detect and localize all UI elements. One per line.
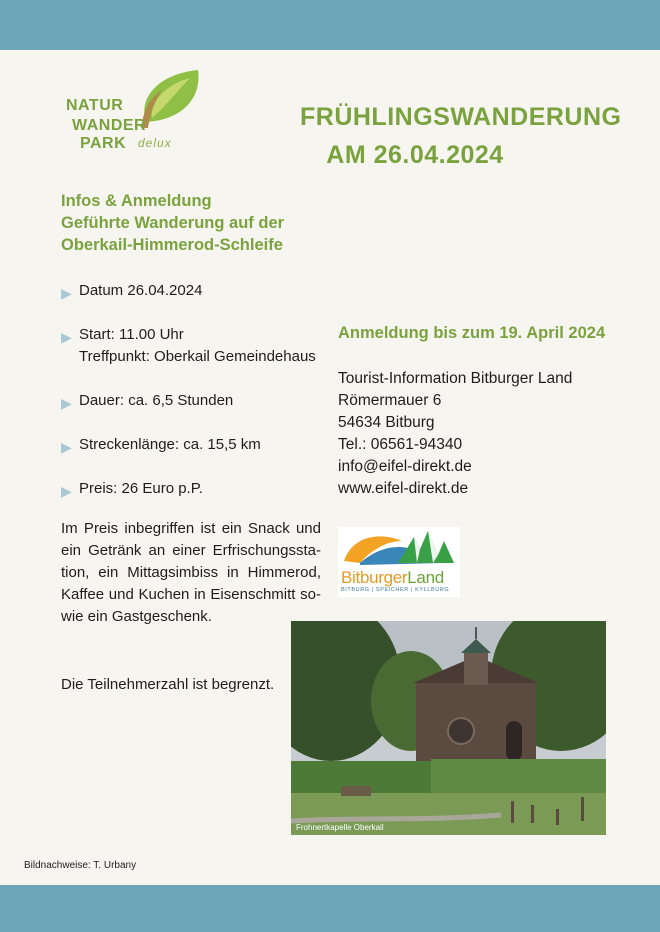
bullet-arrow-icon: ▶ <box>61 483 72 499</box>
contact-phone: Tel.: 06561-94340 <box>338 436 463 453</box>
fact-duration <box>61 390 351 412</box>
headline-line-2: AM 26.04.2024 <box>326 141 504 169</box>
fact-start-text: Start: 11.00 Uhr <box>79 326 184 343</box>
bullet-arrow-icon: ▶ <box>61 439 72 455</box>
logo-line-park: PARK <box>80 135 127 152</box>
bullet-arrow-icon: ▶ <box>61 285 72 301</box>
bullet-arrow-icon: ▶ <box>61 329 72 345</box>
bitburger-land-logo-icon <box>338 527 460 569</box>
info-title <box>61 190 341 256</box>
fact-duration-text: Dauer: ca. 6,5 Stunden <box>79 392 234 409</box>
fact-price-text: Preis: 26 Euro p.P. <box>79 480 203 497</box>
fact-price <box>61 478 351 500</box>
info-title-line-2: Geführte Wanderung auf der <box>61 214 285 232</box>
contact-org: Tourist-Information Bitburger Land <box>338 370 573 387</box>
fact-distance <box>61 434 351 456</box>
facts-list <box>61 280 351 522</box>
wordmark-part-2: Land <box>407 568 444 587</box>
chapel-photo-illustration <box>291 621 606 835</box>
logo-line-wander: WANDER <box>72 117 147 134</box>
fact-start <box>61 324 351 368</box>
fact-meeting-text: Treffpunkt: Oberkail Gemeindehaus <box>79 348 316 365</box>
info-title-line-1: Infos & Anmeldung <box>61 192 212 210</box>
leaf-logo-icon <box>138 68 204 130</box>
bullet-arrow-icon: ▶ <box>61 395 72 411</box>
chapel-photo <box>291 621 606 835</box>
photo-caption: Frohnertkapelle Oberkail <box>296 823 384 832</box>
bitburger-land-logo <box>338 527 460 597</box>
bitburger-land-wordmark <box>341 568 444 588</box>
contact-web-link[interactable]: www.eifel-direkt.de <box>338 480 469 497</box>
participant-limit-note: Die Teilnehmerzahl ist begrenzt. <box>61 676 275 693</box>
image-credits: Bildnachweise: T. Urbany <box>24 860 137 871</box>
bitburger-land-subline: BITBURG | SPEICHER | KYLLBURG <box>341 587 450 593</box>
top-color-band <box>0 0 660 50</box>
info-title-line-3: Oberkail-Himmerod-Schleife <box>61 236 283 254</box>
contact-block <box>338 368 572 500</box>
contact-email-link[interactable]: info@eifel-direkt.de <box>338 458 472 475</box>
price-description: Im Preis inbegriffen ist ein Snack und ein Getränk an einer Erfrischungsstation, ein Mittagsimbiss in Himmerod, Kaffee und Kuchen in Eisenschmitt sowie ein Gastgeschenk. <box>61 520 321 625</box>
page-headline <box>300 98 622 174</box>
headline-line-1: FRÜHLINGSWANDERUNG <box>300 103 622 131</box>
registration-deadline: Anmeldung bis zum 19. April 2024 <box>338 324 606 342</box>
wordmark-part-1: Bitburger <box>341 568 408 587</box>
fact-date-text: Datum 26.04.2024 <box>79 282 203 299</box>
fact-date <box>61 280 351 302</box>
contact-street: Römermauer 6 <box>338 392 442 409</box>
naturwanderpark-logo <box>66 68 216 152</box>
logo-line-natur: NATUR <box>66 97 124 114</box>
logo-delux: delux <box>138 136 172 150</box>
bottom-color-band <box>0 885 660 932</box>
fact-distance-text: Streckenlänge: ca. 15,5 km <box>79 436 261 453</box>
contact-city: 54634 Bitburg <box>338 414 435 431</box>
